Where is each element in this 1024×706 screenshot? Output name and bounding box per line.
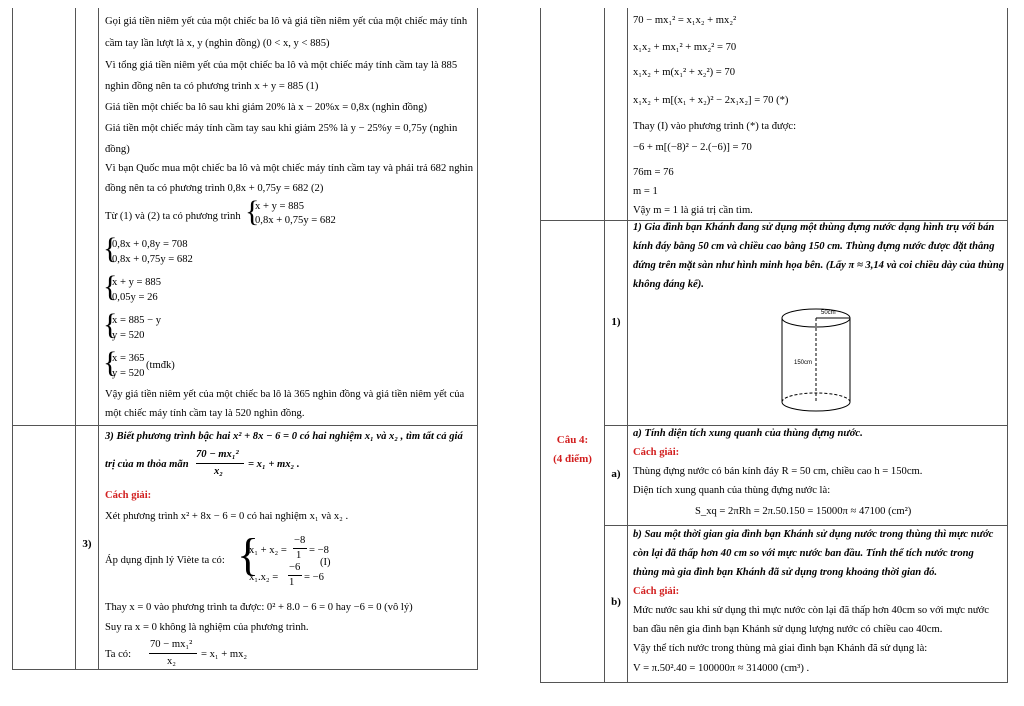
text-line: ban đầu nên gia đình bạn Khánh sử dụng lượng nước có chiều cao 40cm.: [633, 624, 943, 635]
brace-icon: {: [103, 346, 118, 379]
text-line: Áp dụng định lý Viète ta có:: [105, 555, 225, 566]
condition-note: (tmđk): [146, 360, 175, 371]
vieta-product: x₁.x₂ =: [249, 572, 279, 583]
text-line: Mức nước sau khi sử dụng thì mực nước còn lại đã thấp hơn 40cm so với mực nước: [633, 605, 989, 616]
text-line: Suy ra x = 0 không là nghiệm của phương trình.: [105, 622, 309, 633]
system-eq: 0,8x + 0,75y = 682: [255, 215, 336, 226]
question-text: đứng trên mặt sàn như hình minh họa bên. (Lấy π ≈ 3,14 và coi chiều dày của thùng: [633, 260, 1005, 271]
system-eq: 0,05y = 26: [112, 292, 158, 303]
text-line: Thay (I) vào phương trình (*) ta được:: [633, 121, 797, 132]
subquestion-title: còn lại đã thấp hơn 40 cm so với mực nước ban đầu. Tính thể tích nước trong: [633, 548, 974, 559]
fraction-num: −6: [289, 562, 301, 573]
text-line: nghìn đồng nên ta có phương trình x + y = 885 (1): [105, 81, 319, 92]
solution-label: Cách giải:: [633, 447, 680, 458]
question-title: = x₁ + mx₂ .: [248, 459, 300, 470]
brace-icon: {: [103, 232, 118, 265]
text-line: Giá tiền một chiếc máy tính cầm tay sau khi giảm 25% là y − 25%y = 0,75y (nghìn: [105, 123, 458, 134]
text-line: Vậy giá tiền niêm yết của một chiếc ba lô là 365 nghìn đồng và giá tiền niêm yết của: [105, 389, 465, 400]
text-line: x₁x₂ + m[(x₁ + x₂)² − 2x₁x₂] = 70 (*): [633, 95, 789, 106]
system-eq: x + y = 885: [255, 201, 305, 212]
question-number: Câu 4:: [556, 434, 589, 446]
col-divider-1: [604, 8, 605, 683]
text-line: x₁x₂ + mx₁² + mx₂² = 70: [633, 42, 737, 53]
question-text: không đáng kể).: [633, 279, 704, 290]
formula-line: S_xq = 2πRh = 2π.50.150 = 15000π ≈ 47100 (cm²): [695, 506, 912, 517]
text-line: Ta có:: [105, 649, 132, 660]
text-line: Thùng đựng nước có bán kính đáy R = 50 cm, chiều cao h = 150cm.: [633, 466, 923, 477]
fraction-den: 1: [296, 550, 302, 561]
text-line: = x₁ + mx₂: [201, 649, 248, 660]
border-right: [1007, 8, 1008, 683]
fraction-num: 70 − mx₁²: [150, 639, 193, 650]
fraction-den: x₂: [214, 466, 223, 477]
border-left: [12, 8, 13, 670]
border-bottom: [12, 669, 478, 670]
text-line: Gọi giá tiền niêm yết của một chiếc ba lô và giá tiền niêm yết của một chiếc máy tính: [105, 16, 468, 27]
fraction-bar: [288, 575, 302, 576]
vieta-value: = −6: [304, 572, 324, 583]
cylinder-figure: [772, 298, 872, 423]
text-line: m = 1: [633, 186, 658, 197]
left-page: [12, 8, 478, 670]
part-label: 3): [82, 538, 92, 550]
part-label: a): [611, 468, 621, 480]
question-text: kính đáy bằng 50 cm và chiều cao bằng 150 cm. Thùng đựng nước được đặt thẳng: [633, 241, 995, 252]
question-title: trị của m thỏa mãn: [105, 459, 189, 470]
text-line: Thay x = 0 vào phương trình ta được: 0² + 8.0 − 6 = 0 hay −6 = 0 (vô lý): [105, 602, 413, 613]
fraction-bar: [149, 653, 197, 654]
text-line: Vì bạn Quốc mua một chiếc ba lô và một chiếc máy tính cầm tay và phải trả 682 nghìn: [105, 163, 474, 174]
vieta-value: = −8: [309, 545, 329, 556]
part-label: 1): [611, 316, 621, 328]
right-page: [540, 8, 1008, 683]
border-bottom: [540, 682, 1008, 683]
brace-icon: {: [237, 529, 260, 580]
system-eq: x = 365: [112, 353, 145, 364]
text-line: 70 − mx₁² = x₁x₂ + mx₂²: [633, 15, 737, 26]
fraction-num: 70 − mx₁²: [196, 449, 239, 460]
text-line: Từ (1) và (2) ta có phương trình: [105, 211, 241, 222]
eq-tag: (I): [320, 557, 331, 568]
text-line: Vậy thể tích nước trong thùng mà giai đình bạn Khánh đã sử dụng là:: [633, 643, 928, 654]
text-line: một chiếc máy tính cầm tay là 520 nghìn đồng.: [105, 408, 305, 419]
border-right: [477, 8, 478, 670]
fraction-num: −8: [294, 535, 306, 546]
system-eq: x + y = 885: [112, 277, 162, 288]
col-divider-2: [627, 8, 628, 683]
text-line: Vậy m = 1 là giá trị cần tìm.: [633, 205, 753, 216]
text-line: −6 + m[(−8)² − 2.(−6)] = 70: [633, 142, 752, 153]
formula-line: V = π.50².40 = 100000π ≈ 314000 (cm³) .: [633, 663, 810, 674]
brace-icon: {: [103, 308, 118, 341]
system-eq: y = 520: [112, 330, 145, 341]
row-divider: [12, 425, 478, 426]
question-title: 3) Biết phương trình bậc hai x² + 8x − 6 = 0 có hai nghiệm x₁ và x₂ , tìm tất cả giá: [105, 431, 463, 442]
fraction-bar: [196, 463, 244, 464]
text-line: cầm tay lần lượt là x, y (nghìn đồng) (0 < x, y < 885): [105, 38, 330, 49]
border-left: [540, 8, 541, 683]
solution-label: Cách giải:: [633, 586, 680, 597]
vieta-sum: x₁ + x₂ =: [249, 545, 287, 556]
subquestion-title: a) Tính diện tích xung quanh của thùng đựng nước.: [633, 428, 863, 439]
text-line: Giá tiền một chiếc ba lô sau khi giảm 20% là x − 20%x = 0,8x (nghìn đồng): [105, 102, 428, 113]
text-line: Vì tổng giá tiền niêm yết của một chiếc ba lô và một chiếc máy tính cầm tay là 885: [105, 60, 458, 71]
part-label: b): [611, 596, 621, 608]
col-divider-2: [98, 8, 99, 670]
height-label: 150cm: [794, 360, 813, 366]
solution-label: Cách giải:: [105, 490, 152, 501]
text-line: Xét phương trình x² + 8x − 6 = 0 có hai nghiệm x₁ và x₂ .: [105, 511, 349, 522]
fraction-den: x₂: [167, 656, 176, 667]
radius-label: 50cm: [821, 310, 836, 316]
system-eq: 0,8x + 0,8y = 708: [112, 239, 188, 250]
question-points: (4 điểm): [553, 453, 592, 465]
system-eq: x = 885 − y: [112, 315, 162, 326]
system-eq: y = 520: [112, 368, 145, 379]
text-line: 76m = 76: [633, 167, 674, 178]
row-divider: [604, 425, 1008, 426]
row-divider: [604, 525, 1008, 526]
system-eq: 0,8x + 0,75y = 682: [112, 254, 193, 265]
fraction-den: 1: [289, 577, 295, 588]
text-line: đồng): [105, 144, 130, 155]
text-line: Diện tích xung quanh của thùng đựng nước là:: [633, 485, 831, 496]
text-line: x₁x₂ + m(x₁² + x₂²) = 70: [633, 67, 736, 78]
subquestion-title: thùng mà gia đình bạn Khánh đã sử dụng trong khoảng thời gian đó.: [633, 567, 938, 578]
brace-icon: {: [103, 270, 118, 303]
question-text: 1) Gia đình bạn Khánh đang sử dụng một thùng đựng nước dạng hình trụ với bán: [633, 222, 995, 233]
text-line: đồng nên ta có phương trình 0,8x + 0,75y = 682 (2): [105, 183, 324, 194]
col-divider-1: [75, 8, 76, 670]
brace-icon: {: [245, 195, 260, 228]
subquestion-title: b) Sau một thời gian gia đình bạn Khánh sử dụng nước trong thùng thì mực nước: [633, 529, 994, 540]
